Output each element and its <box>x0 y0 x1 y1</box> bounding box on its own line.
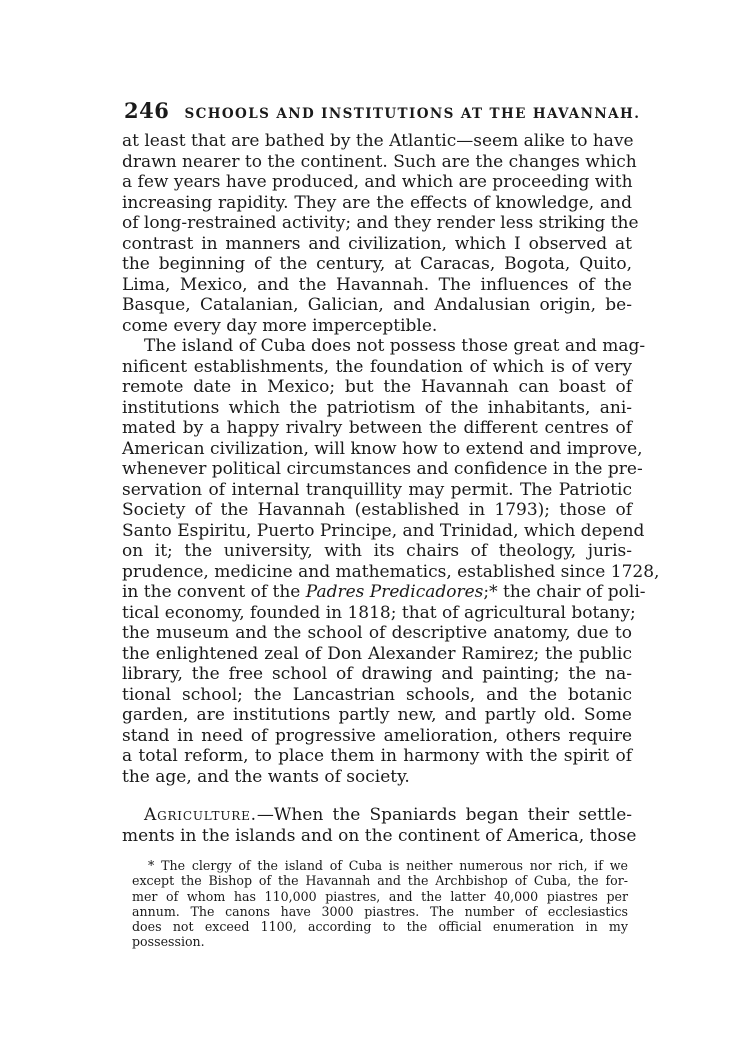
text-line: Society of the Havannah (established in 1793); those of <box>122 500 632 520</box>
text-line: Santo Espiritu, Puerto Principe, and Trinidad, which depend <box>122 520 645 541</box>
text-line: on it; the university, with its chairs of theology, juris- <box>122 541 632 561</box>
text-line: increasing rapidity. They are the effects of knowledge, and <box>122 192 632 213</box>
text-line: a few years have produced, and which are proceeding with <box>122 172 633 192</box>
text-line: prudence, medicine and mathematics, established since 1728, <box>122 561 660 582</box>
text-line: institutions which the patriotism of the inhabitants, ani- <box>122 397 632 418</box>
text-line: mated by a happy rivalry between the different centres of <box>122 418 632 438</box>
footnote-line: mer of whom has 110,000 piastres, and the latter 40,000 piastres per <box>132 888 628 904</box>
footnote-line: does not exceed 1100, according to the official enumeration in my <box>132 919 628 935</box>
text-line: the museum and the school of descriptive anatomy, due to <box>122 623 632 643</box>
text-line: American civilization, will know how to extend and improve, <box>122 438 643 459</box>
running-title: SCHOOLS AND INSTITUTIONS AT THE HAVANNAH. <box>184 106 641 122</box>
footnote-line: * The clergy of the island of Cuba is neither numerous nor rich, if we <box>148 858 628 873</box>
text-line: library, the free school of drawing and painting; the na- <box>122 664 632 684</box>
text-line: ments in the islands and on the continent of America, those <box>122 825 637 846</box>
text-line: Basque, Catalanian, Galician, and Andalusian origin, be- <box>122 295 632 315</box>
text-line: drawn nearer to the continent. Such are the changes which <box>122 151 637 172</box>
text-line: garden, are institutions partly new, and partly old. Some <box>122 705 632 725</box>
text-line: Lima, Mexico, and the Havannah. The influences of the <box>122 274 632 295</box>
text-segment: —When the Spaniards began their settle- <box>256 805 632 825</box>
text-line: tical economy, founded in 1818; that of agricultural botany; <box>122 602 636 623</box>
text-line: the beginning of the century, at Caracas, Bogota, Quito, <box>122 254 632 274</box>
text-line: a total reform, to place them in harmony with the spirit of <box>122 746 632 766</box>
footnote-line: possession. <box>132 934 205 950</box>
text-line: the enlightened zeal of Don Alexander Ramirez; the public <box>122 643 632 664</box>
paragraph-start-line: The island of Cuba does not possess those great and mag- <box>144 336 646 356</box>
text-line: at least that are bathed by the Atlantic—seem alike to have <box>122 131 634 151</box>
text-line: of long-restrained activity; and they render less striking the <box>122 213 639 233</box>
italic-term: Padres Predicadores <box>305 582 484 602</box>
text-segment: in the convent of the <box>122 582 306 602</box>
footnote-line: except the Bishop of the Havannah and the Archbishop of Cuba, the for- <box>132 873 628 889</box>
page-header <box>124 98 640 123</box>
page-number: 246 <box>124 98 170 123</box>
footnote <box>132 858 628 950</box>
text-line: servation of internal tranquillity may permit. The Patriotic <box>122 479 632 500</box>
main-text <box>122 131 660 846</box>
section-heading-line <box>122 805 632 826</box>
footnote-line: annum. The canons have 3000 piastres. The number of ecclesiastics <box>132 903 628 919</box>
text-line: contrast in manners and civilization, which I observed at <box>122 233 632 254</box>
text-line-with-footnote-ref <box>122 582 646 603</box>
text-line: the age, and the wants of society. <box>122 766 410 787</box>
section-heading-agriculture: Agriculture. <box>144 805 257 825</box>
text-line: remote date in Mexico; but the Havannah can boast of <box>122 377 632 397</box>
text-line: whenever political circumstances and confidence in the pre- <box>122 459 643 479</box>
text-line: nificent establishments, the foundation of which is of very <box>122 356 632 377</box>
text-line: tional school; the Lancastrian schools, and the botanic <box>122 684 632 705</box>
paragraph-gap <box>122 787 632 805</box>
text-segment: ;* the chair of poli- <box>483 582 646 602</box>
text-line: come every day more imperceptible. <box>122 315 438 336</box>
text-line: stand in need of progressive amelioration, others require <box>122 725 632 746</box>
